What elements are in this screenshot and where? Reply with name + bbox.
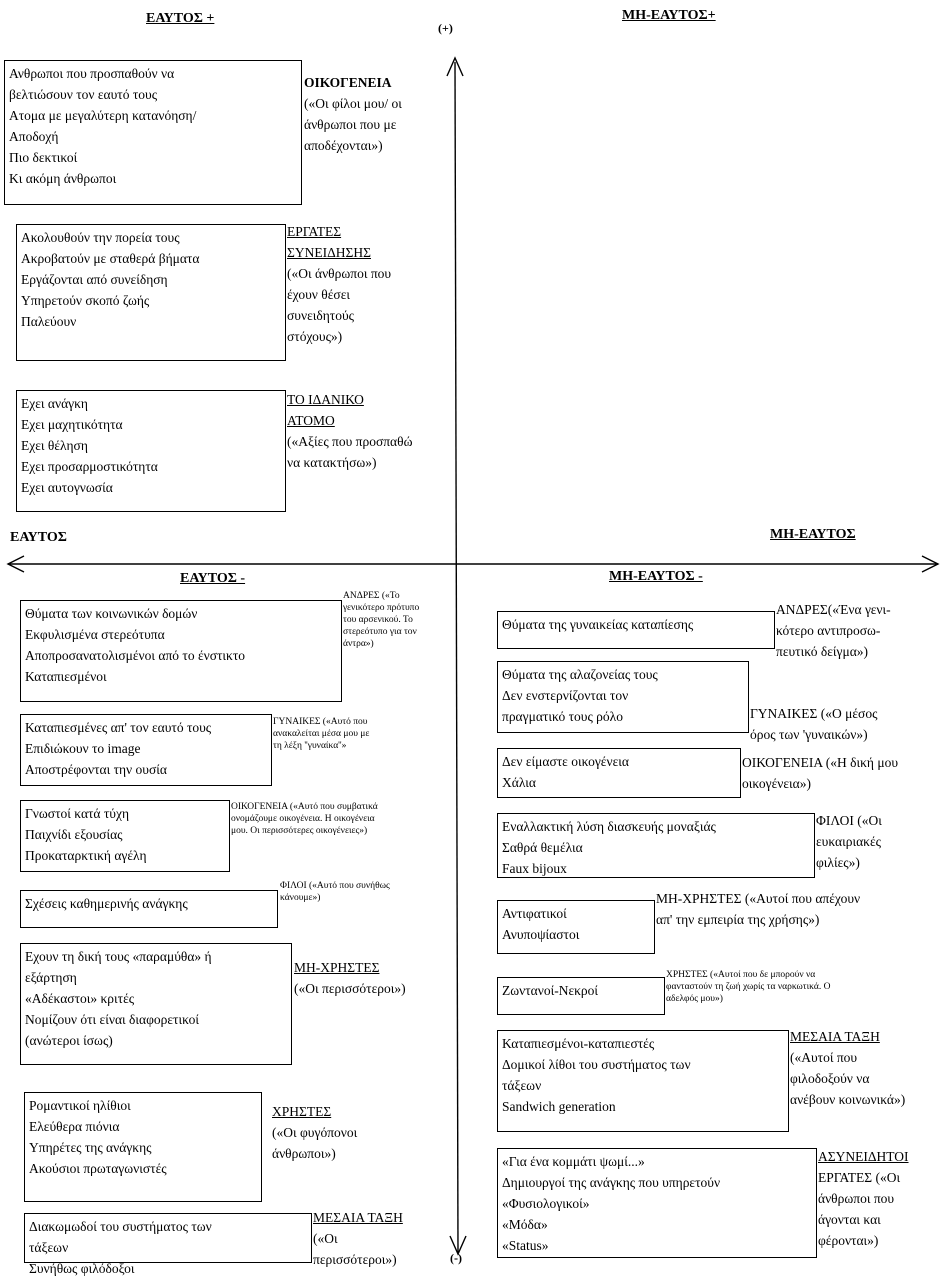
- nonself-minus-box-3: [497, 748, 741, 798]
- label-line: φέρονται»): [818, 1233, 879, 1248]
- self-minus-box-2: [20, 714, 272, 786]
- label-line: φιλίες»): [816, 855, 860, 870]
- self-plus-label-3: [287, 389, 412, 473]
- box-line: Υπηρετούν σκοπό ζωής: [21, 293, 150, 308]
- box-line: Αποστρέφονται την ουσία: [25, 762, 167, 777]
- label-line: γενικότερο πρότυπο: [343, 603, 420, 613]
- label-line: αποδέχονται»): [304, 138, 383, 153]
- self-minus-box-7: [24, 1213, 312, 1276]
- label-line: («Αυτοί που: [790, 1050, 858, 1065]
- box-line: Ακούσιοι πρωταγωνιστές: [29, 1161, 167, 1176]
- axis-plus-label: (+): [438, 21, 453, 35]
- label-title: ΟΙΚΟΓΕΝΕΙΑ («Αυτό που συμβατικά: [231, 802, 378, 812]
- quadrant-nonself-minus-title: ΜΗ-ΕΑΥΤΟΣ -: [609, 569, 703, 584]
- label-line: ευκαιριακές: [816, 834, 882, 849]
- box-line: Θύματα της γυναικείας καταπίεσης: [502, 617, 694, 632]
- label-line: άνθρωποι που: [818, 1191, 895, 1206]
- self-minus-box-4: [20, 890, 278, 928]
- self-plus-box-3: [16, 390, 286, 512]
- nonself-minus-label-3: [742, 752, 898, 794]
- nonself-minus-label-6: [666, 969, 830, 1005]
- self-minus-box-3: [20, 800, 230, 872]
- box-line: Ακροβατούν με σταθερά βήματα: [21, 251, 200, 266]
- vertical-axis: [455, 62, 458, 1253]
- box-line: Ατομα με μεγαλύτερη κατανόηση/: [9, 108, 197, 123]
- label-line: («Οι φυγόπονοι: [272, 1125, 358, 1140]
- box-line: Ανυποψίαστοι: [502, 927, 580, 942]
- label-title: ΦΙΛΟΙ («Οι: [816, 813, 882, 828]
- box-line: Εχει αυτογνωσία: [21, 480, 113, 495]
- label-line: όρος των 'γυναικών»): [750, 727, 868, 742]
- self-minus-label-1: [343, 590, 419, 650]
- box-line: Προκαταρκτική αγέλη: [25, 848, 147, 863]
- box-line: τάξεων: [502, 1078, 542, 1093]
- label-title: ΜΗ-ΧΡΗΣΤΕΣ: [294, 960, 380, 975]
- axis-nonself-label: ΜΗ-ΕΑΥΤΟΣ: [770, 527, 856, 542]
- label-title: ΧΡΗΣΤΕΣ: [272, 1104, 332, 1119]
- box-line: Χάλια: [502, 775, 536, 790]
- label-line: στόχους»): [287, 329, 343, 344]
- box-line: Καταπιεσμένοι: [25, 669, 107, 684]
- label-line: άνθρωποι που με: [304, 117, 397, 132]
- label-title: ΕΡΓΑΤΕΣ: [287, 224, 342, 239]
- nonself-minus-box-7: [497, 1030, 789, 1132]
- box-line: τάξεων: [29, 1240, 69, 1255]
- box-line: Υπηρέτες της ανάγκης: [29, 1140, 152, 1155]
- nonself-minus-box-1: [497, 611, 775, 649]
- box-line: Ελεύθερα πιόνια: [29, 1119, 120, 1134]
- label-title: ΑΤΟΜΟ: [287, 413, 335, 428]
- self-plus-box-1: [4, 60, 302, 205]
- label-line: άνθρωποι»): [272, 1146, 336, 1161]
- box-line: Θύματα της αλαζονείας τους: [502, 667, 658, 682]
- nonself-minus-label-4: [816, 810, 882, 873]
- box-line: εξάρτηση: [25, 970, 77, 985]
- quadrant-self-plus-title: ΕΑΥΤΟΣ +: [146, 11, 215, 26]
- box-line: Καταπιεσμένες απ' τον εαυτό τους: [25, 720, 212, 735]
- self-minus-label-2: [273, 716, 369, 752]
- box-line: Διακωμωδοί του συστήματος των: [29, 1219, 212, 1234]
- label-line: συνειδητούς: [287, 308, 354, 323]
- label-line: φιλοδοξούν να: [790, 1071, 870, 1086]
- box-line: Δομικοί λίθοι του συστήματος των: [502, 1057, 691, 1072]
- self-minus-label-7: [313, 1207, 403, 1270]
- box-line: (ανώτεροι ίσως): [25, 1033, 113, 1048]
- label-line: άντρα»): [343, 639, 374, 649]
- box-line: Δεν ενστερνίζονται τον: [502, 688, 629, 703]
- label-line: («Οι περισσότεροι»): [294, 981, 406, 996]
- nonself-minus-label-2: [750, 703, 877, 745]
- label-line: τη λέξη ''γυναίκα''»: [273, 741, 347, 751]
- label-line: («Οι: [313, 1231, 338, 1246]
- label-line: πευτικό δείγμα»): [776, 644, 869, 659]
- label-line: του αρσενικού. Το: [343, 615, 413, 625]
- box-line: Παλεύουν: [21, 314, 77, 329]
- label-line: αδελφός μου»): [666, 994, 723, 1004]
- self-minus-label-4: [280, 880, 390, 904]
- self-minus-box-6: [24, 1092, 262, 1202]
- box-line: Εχει προσαρμοστικότητα: [21, 459, 158, 474]
- box-line: Ζωντανοί-Νεκροί: [502, 983, 599, 998]
- label-line: να κατακτήσω»): [287, 455, 377, 470]
- label-line: ονομάζουμε οικογένεια. Η οικογένεια: [231, 814, 375, 824]
- nonself-minus-label-5: [656, 888, 860, 930]
- box-line: Καταπιεσμένοι-καταπιεστές: [502, 1036, 655, 1051]
- nonself-minus-box-6: [497, 977, 665, 1015]
- self-minus-box-1: [20, 600, 342, 702]
- label-line: μου. Οι περισσότερες οικογένειες»): [231, 826, 368, 836]
- box-line: Συνήθως φιλόδοξοι: [29, 1261, 135, 1276]
- axis-self-label: ΕΑΥΤΟΣ: [10, 530, 67, 545]
- label-title: ΜΕΣΑΙΑ ΤΑΞΗ: [790, 1029, 880, 1044]
- label-line: έχουν θέσει: [287, 287, 350, 302]
- axis-minus-label: (-): [450, 1251, 462, 1265]
- box-line: «Μόδα»: [502, 1217, 548, 1232]
- label-title: ΤΟ ΙΔΑΝΙΚΟ: [287, 392, 364, 407]
- nonself-minus-box-2: [497, 661, 749, 733]
- label-title: ΑΣΥΝΕΙΔΗΤΟΙ: [818, 1149, 909, 1164]
- label-line: κάνουμε»): [280, 893, 321, 903]
- quadrant-nonself-plus-title: ΜΗ-ΕΑΥΤΟΣ+: [622, 8, 716, 23]
- label-title: ΦΙΛΟΙ («Αυτό που συνήθως: [280, 881, 390, 891]
- box-line: Εχει θέληση: [21, 438, 88, 453]
- nonself-minus-box-4: [497, 813, 815, 878]
- box-line: Εχει ανάγκη: [21, 396, 88, 411]
- box-line: Γνωστοί κατά τύχη: [25, 806, 130, 821]
- box-line: «Status»: [502, 1238, 549, 1253]
- label-line: («Οι άνθρωποι που: [287, 266, 392, 281]
- quadrant-self-minus-title: ΕΑΥΤΟΣ -: [180, 571, 246, 586]
- box-line: Ρομαντικοί ηλίθιοι: [29, 1098, 131, 1113]
- box-line: Σχέσεις καθημερινής ανάγκης: [25, 896, 188, 911]
- label-line: φανταστούν τη ζωή χωρίς τα ναρκωτικά. Ο: [666, 982, 831, 992]
- box-line: «Φυσιολογικοί»: [502, 1196, 590, 1211]
- box-line: Παιχνίδι εξουσίας: [25, 827, 123, 842]
- label-title: ΓΥΝΑΙΚΕΣ («Ο μέσος: [750, 706, 878, 721]
- label-title: ΣΥΝΕΙΔΗΣΗΣ: [287, 245, 371, 260]
- box-line: Αποπροσανατολισμένοι από το ένστικτο: [25, 648, 246, 663]
- box-line: Σαθρά θεμέλια: [502, 840, 583, 855]
- label-line: ανέβουν κοινωνικά»): [790, 1092, 906, 1107]
- box-line: Θύματα των κοινωνικών δομών: [25, 606, 198, 621]
- self-minus-box-5: [20, 943, 292, 1065]
- box-line: Εχει μαχητικότητα: [21, 417, 123, 432]
- nonself-minus-box-8: [497, 1148, 817, 1258]
- label-line: οικογένεια»): [742, 776, 811, 791]
- label-line: άγονται και: [818, 1212, 881, 1227]
- box-line: «Αδέκαστοι» κριτές: [25, 991, 135, 1006]
- nonself-minus-box-5: [497, 900, 655, 954]
- box-line: Εργάζονται από συνείδηση: [21, 272, 168, 287]
- box-line: Επιδιώκουν το image: [25, 741, 141, 756]
- box-line: Sandwich generation: [502, 1099, 616, 1114]
- self-minus-label-5: [294, 957, 406, 999]
- nonself-minus-label-8: [818, 1146, 909, 1251]
- label-title: ΜΕΣΑΙΑ ΤΑΞΗ: [313, 1210, 403, 1225]
- label-title: ΧΡΗΣΤΕΣ («Αυτοί που δε μπορούν να: [666, 970, 816, 980]
- label-title: ΟΙΚΟΓΕΝΕΙΑ: [304, 75, 392, 90]
- box-line: Faux bijoux: [502, 861, 567, 876]
- box-line: Αντιφατικοί: [502, 906, 567, 921]
- box-line: Ακολουθούν την πορεία τους: [21, 230, 180, 245]
- nonself-minus-label-7: [790, 1026, 905, 1110]
- label-title: ΜΗ-ΧΡΗΣΤΕΣ («Αυτοί που απέχουν: [656, 891, 861, 906]
- box-line: Εναλλακτική λύση διασκευής μοναξιάς: [502, 819, 716, 834]
- label-line: κότερο αντιπροσω-: [776, 623, 881, 638]
- label-line: («Αξίες που προσπαθώ: [287, 434, 413, 449]
- label-line: ΕΡΓΑΤΕΣ («Οι: [818, 1170, 901, 1185]
- self-minus-label-3: [231, 801, 378, 837]
- label-title: ΑΝΔΡΕΣ («Το: [343, 591, 400, 601]
- box-line: Εχουν τη δική τους «παραμύθα» ή: [25, 949, 212, 964]
- label-line: απ' την εμπειρία της χρήσης»): [656, 912, 820, 927]
- box-line: Δημιουργοί της ανάγκης που υπηρετούν: [502, 1175, 721, 1190]
- label-title: ΟΙΚΟΓΕΝΕΙΑ («Η δική μου: [742, 755, 899, 770]
- box-line: «Για ένα κομμάτι ψωμί...»: [502, 1154, 645, 1169]
- label-line: ανακαλείται μέσα μου με: [273, 729, 370, 739]
- box-line: Πιο δεκτικοί: [9, 150, 78, 165]
- label-line: («Οι φίλοι μου/ οι: [304, 96, 402, 111]
- box-line: πραγματικό τους ρόλο: [502, 709, 623, 724]
- label-title: ΓΥΝΑΙΚΕΣ («Αυτό που: [273, 717, 368, 727]
- label-title: ΑΝΔΡΕΣ(«Ένα γενι-: [776, 602, 891, 617]
- label-line: στερεότυπο για τον: [343, 627, 417, 637]
- box-line: Αποδοχή: [9, 129, 59, 144]
- nonself-minus-label-1: [776, 599, 891, 662]
- self-plus-label-2: [287, 221, 391, 347]
- box-line: Ανθρωποι που προσπαθούν να: [9, 66, 175, 81]
- label-line: περισσότεροι»): [313, 1252, 397, 1267]
- box-line: Νομίζουν ότι είναι διαφορετικοί: [25, 1012, 199, 1027]
- box-line: Κι ακόμη άνθρωποι: [9, 171, 117, 186]
- self-minus-label-6: [272, 1101, 357, 1164]
- box-line: Δεν είμαστε οικογένεια: [502, 754, 629, 769]
- self-plus-box-2: [16, 224, 286, 361]
- box-line: Εκφυλισμένα στερεότυπα: [25, 627, 165, 642]
- self-plus-label-1: [304, 72, 402, 156]
- box-line: βελτιώσουν τον εαυτό τους: [9, 87, 158, 102]
